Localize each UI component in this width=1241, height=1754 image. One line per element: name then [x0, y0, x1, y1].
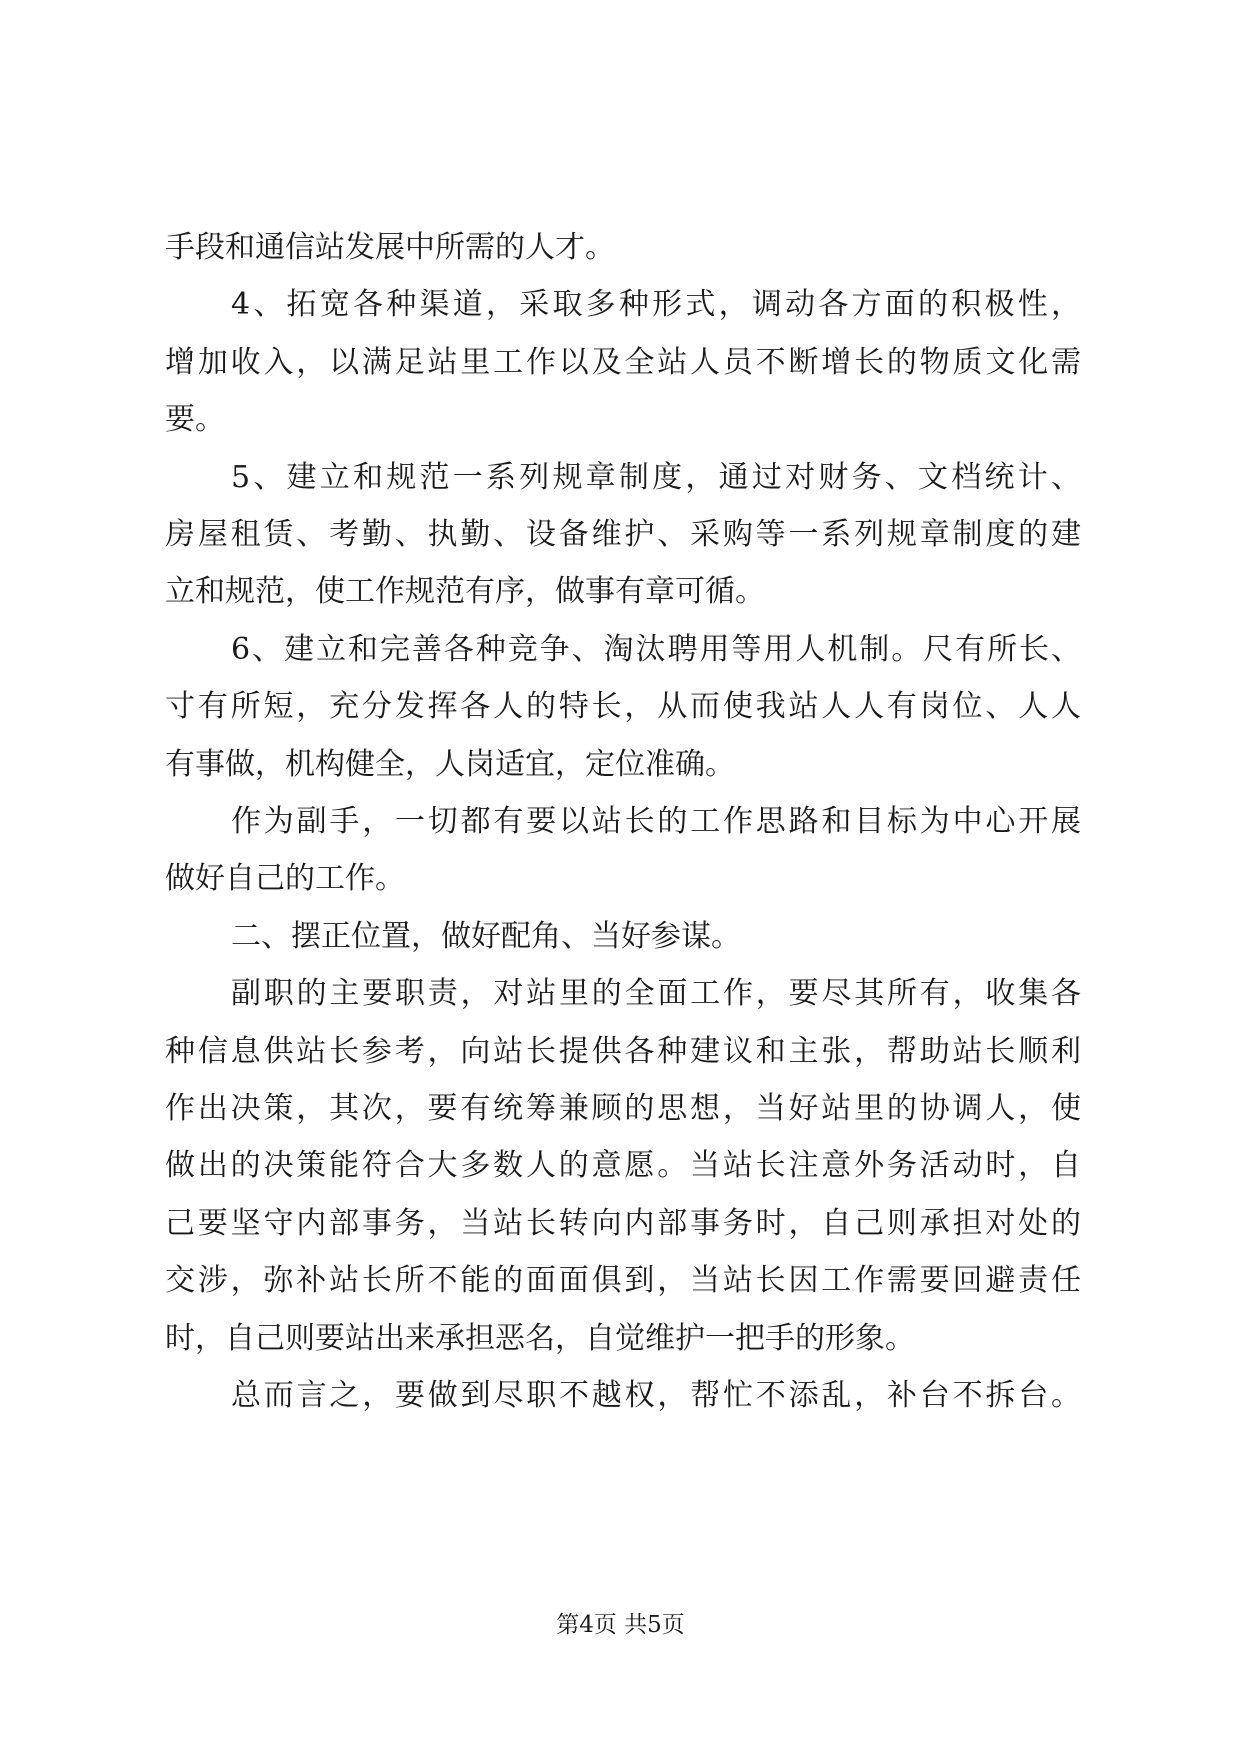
- text-line: 己要坚守内部事务，当站长转向内部事务时，自己则承担对处的: [165, 1206, 1081, 1241]
- text-line: 5、建立和规范一系列规章制度，通过对财务、文档统计、: [231, 460, 1081, 495]
- text-line: 副职的主要职责，对站里的全面工作，要尽其所有，收集各: [231, 976, 1081, 1011]
- page-number-footer: 第4页 共5页: [556, 1612, 685, 1638]
- text-line: 增加收入，以满足站里工作以及全站人员不断增长的物质文化需: [165, 345, 1081, 380]
- text-line: 6、建立和完善各种竞争、淘汰聘用等用人机制。尺有所长、: [231, 632, 1081, 667]
- text-line: 作出决策，其次，要有统筹兼顾的思想，当好站里的协调人，使: [165, 1091, 1081, 1126]
- text-line: 要。: [165, 402, 225, 437]
- text-line: 寸有所短，充分发挥各人的特长，从而使我站人人有岗位、人人: [165, 689, 1081, 724]
- text-line: 总而言之，要做到尽职不越权，帮忙不添乱，补台不拆台。: [231, 1378, 1081, 1413]
- text-line: 立和规范，使工作规范有序，做事有章可循。: [165, 574, 765, 609]
- text-line: 作为副手，一切都有要以站长的工作思路和目标为中心开展: [231, 804, 1081, 839]
- text-line: 二、摆正位置，做好配角、当好参谋。: [231, 919, 741, 954]
- text-line: 种信息供站长参考，向站长提供各种建议和主张，帮助站长顺利: [165, 1034, 1081, 1069]
- text-line: 做出的决策能符合大多数人的意愿。当站长注意外务活动时，自: [165, 1148, 1081, 1183]
- text-line: 房屋租赁、考勤、执勤、设备维护、采购等一系列规章制度的建: [165, 517, 1081, 552]
- text-line: 手段和通信站发展中所需的人才。: [165, 230, 615, 265]
- text-line: 4、拓宽各种渠道，采取多种形式，调动各方面的积极性，: [231, 287, 1081, 322]
- text-line: 做好自己的工作。: [165, 861, 405, 896]
- text-line: 时，自己则要站出来承担恶名，自觉维护一把手的形象。: [165, 1321, 915, 1356]
- text-line: 交涉，弥补站长所不能的面面俱到，当站长因工作需要回避责任: [165, 1263, 1081, 1298]
- text-line: 有事做，机构健全，人岗适宜，定位准确。: [165, 747, 735, 782]
